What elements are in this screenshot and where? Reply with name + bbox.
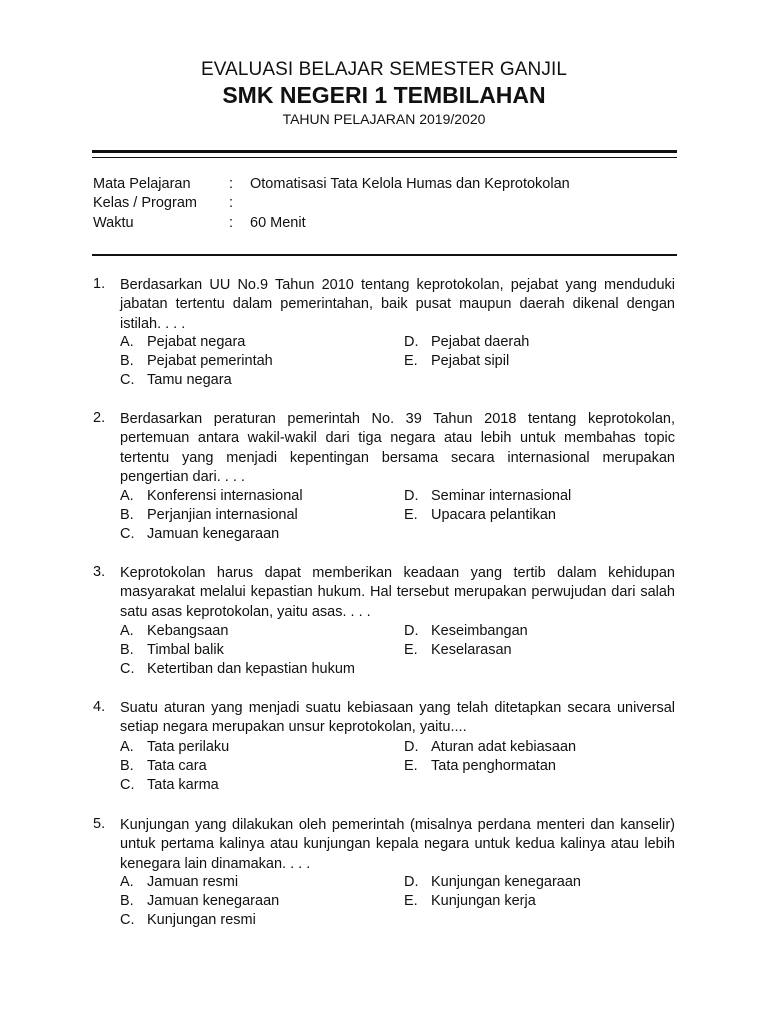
option-key: A. — [120, 739, 134, 755]
question-text: Kunjungan yang dilakukan oleh pemerintah (misalnya perdana menteri dan kanselir) untuk pertama kalinya atau kunjungan kepala negara untuk kedua kalinya atau lebih kenegara lain dinamakan. . . . — [120, 817, 675, 872]
option-text: Tata penghormatan — [431, 758, 556, 774]
option-text: Pejabat sipil — [431, 353, 510, 369]
option-text: Tata perilaku — [147, 739, 230, 755]
question-text: Keprotokolan harus dapat memberikan keadaan yang tertib dalam kehidupan masyarakat melalui kepastian hukum. Hal tersebut merupakan perwujudan dari salah satu asas keprotokolan, yaitu asas. . . . — [120, 565, 675, 620]
option-text: Tata karma — [147, 777, 219, 793]
option-d — [404, 622, 528, 641]
option-text: Pejabat daerah — [431, 334, 530, 350]
option-text: Konferensi internasional — [147, 488, 303, 504]
question-text: Berdasarkan UU No.9 Tahun 2010 tentang keprotokolan, pejabat yang menduduki jabatan tertentu dalam pemerintahan, baik pusat maupun daerah dikenal dengan istilah. . . . — [120, 277, 675, 332]
info-separator: : — [229, 215, 234, 231]
option-d — [404, 738, 576, 757]
option-key: C. — [120, 526, 135, 542]
info-value: Otomatisasi Tata Kelola Humas dan Keprotokolan — [250, 176, 570, 192]
question-number: 3. — [93, 564, 106, 580]
question-number: 2. — [93, 410, 106, 426]
option-text: Jamuan resmi — [147, 874, 239, 890]
info-separator: : — [229, 176, 234, 192]
option-text: Seminar internasional — [431, 488, 572, 504]
option-key: A. — [120, 623, 134, 639]
option-d — [404, 487, 571, 506]
exam-title: EVALUASI BELAJAR SEMESTER GANJIL — [200, 59, 568, 80]
option-e — [404, 892, 536, 911]
option-a — [120, 622, 228, 641]
option-e — [404, 641, 512, 660]
option-text: Jamuan kenegaraan — [147, 893, 280, 909]
option-text: Kunjungan kerja — [431, 893, 536, 909]
info-label: Mata Pelajaran — [93, 176, 191, 192]
option-text: Upacara pelantikan — [431, 507, 556, 523]
option-a — [120, 738, 229, 757]
option-key: A. — [120, 488, 134, 504]
option-key: E. — [404, 642, 418, 658]
option-d — [404, 333, 529, 352]
option-b — [120, 506, 298, 525]
option-text: Kunjungan kenegaraan — [431, 874, 581, 890]
option-b — [120, 641, 224, 660]
question-text: Suatu aturan yang menjadi suatu kebiasaan yang telah ditetapkan secara universal setiap negara merupakan unsur keprotokolan, yaitu.... — [120, 700, 675, 736]
question-text: Berdasarkan peraturan pemerintah No. 39 Tahun 2018 tentang keprotokolan, pertemuan antara wakil-wakil dari tiga negara atau lebih untuk membahas topic tertentu yang menjadi kepentingan bersama secara internasional merupakan pengertian dari. . . . — [120, 411, 675, 486]
option-key: D. — [404, 623, 419, 639]
option-key: B. — [120, 353, 134, 369]
info-separator: : — [229, 195, 234, 211]
option-key: A. — [120, 334, 134, 350]
option-text: Ketertiban dan kepastian hukum — [147, 661, 355, 677]
academic-year: TAHUN PELAJARAN 2019/2020 — [282, 111, 486, 127]
option-key: A. — [120, 874, 134, 890]
question-number: 1. — [93, 276, 106, 292]
option-d — [404, 873, 581, 892]
info-divider — [92, 254, 677, 256]
option-text: Tata cara — [147, 758, 207, 774]
info-label: Kelas / Program — [93, 195, 197, 211]
option-text: Keselarasan — [431, 642, 512, 658]
info-value: 60 Menit — [250, 215, 306, 231]
option-key: D. — [404, 874, 419, 890]
school-name: SMK NEGERI 1 TEMBILAHAN — [222, 82, 546, 108]
option-e — [404, 506, 556, 525]
option-text: Jamuan kenegaraan — [147, 526, 280, 542]
option-key: C. — [120, 912, 135, 928]
option-key: D. — [404, 739, 419, 755]
option-b — [120, 757, 207, 776]
option-a — [120, 333, 245, 352]
option-key: E. — [404, 893, 418, 909]
option-c — [120, 525, 279, 544]
option-c — [120, 660, 355, 679]
option-b — [120, 892, 279, 911]
option-text: Perjanjian internasional — [147, 507, 298, 523]
option-key: E. — [404, 507, 418, 523]
option-text: Kunjungan resmi — [147, 912, 256, 928]
question-number: 4. — [93, 699, 106, 715]
option-text: Timbal balik — [147, 642, 224, 658]
header-divider-thin — [92, 157, 677, 158]
header-divider-thick — [92, 150, 677, 153]
option-text: Tamu negara — [147, 372, 232, 388]
option-key: D. — [404, 334, 419, 350]
option-a — [120, 873, 238, 892]
option-key: B. — [120, 642, 134, 658]
option-text: Pejabat pemerintah — [147, 353, 273, 369]
option-key: E. — [404, 353, 418, 369]
option-text: Aturan adat kebiasaan — [431, 739, 577, 755]
option-e — [404, 352, 509, 371]
option-key: B. — [120, 507, 134, 523]
option-key: C. — [120, 661, 135, 677]
option-key: B. — [120, 758, 134, 774]
option-c — [120, 371, 232, 390]
option-key: D. — [404, 488, 419, 504]
option-key: C. — [120, 777, 135, 793]
option-text: Kebangsaan — [147, 623, 229, 639]
option-a — [120, 487, 303, 506]
option-e — [404, 757, 556, 776]
option-key: B. — [120, 893, 134, 909]
option-key: E. — [404, 758, 418, 774]
option-text: Keseimbangan — [431, 623, 528, 639]
info-label: Waktu — [93, 215, 134, 231]
option-b — [120, 352, 273, 371]
question-number: 5. — [93, 816, 106, 832]
option-c — [120, 911, 256, 930]
option-text: Pejabat negara — [147, 334, 246, 350]
option-c — [120, 776, 219, 795]
option-key: C. — [120, 372, 135, 388]
